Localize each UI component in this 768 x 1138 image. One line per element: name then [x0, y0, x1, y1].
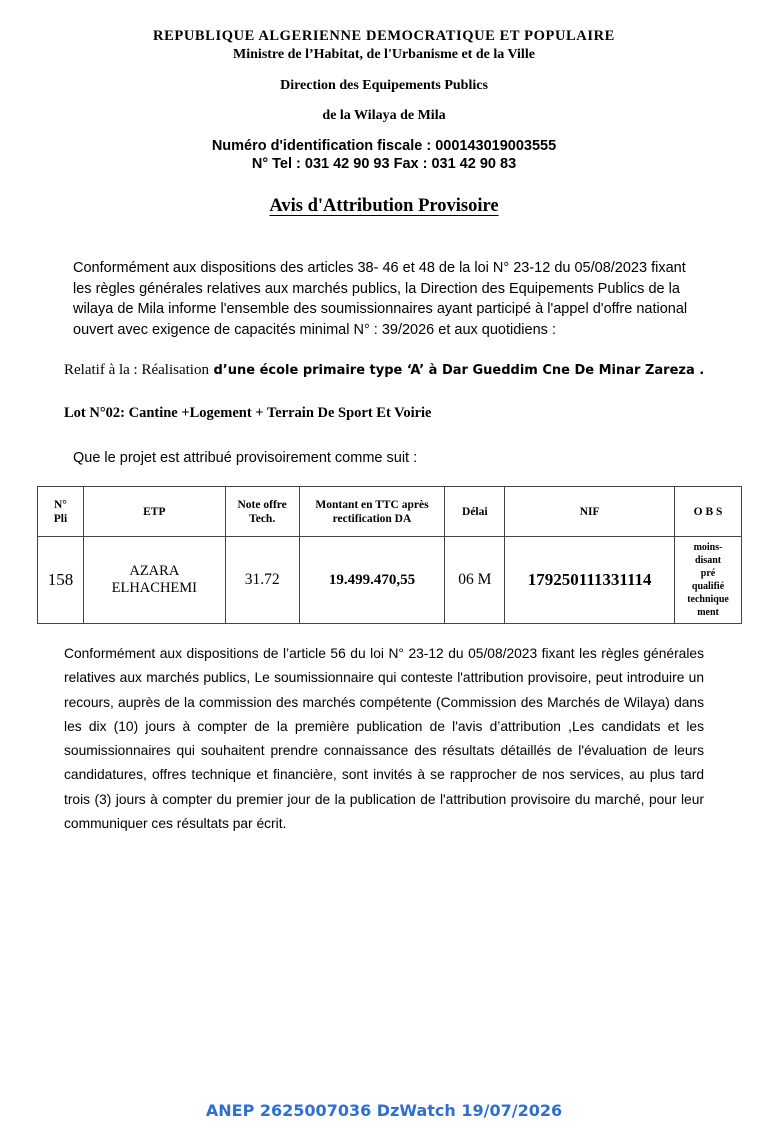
cell-etp: [83, 537, 225, 624]
obs-line: ment: [697, 607, 719, 618]
header-montant: [299, 487, 445, 537]
publication-footer: ANEP 2625007036 DzWatch 19/07/2026: [205, 1101, 563, 1120]
republic-heading: REPUBLIQUE ALGERIENNE DEMOCRATIQUE ET POPULAIRE: [153, 28, 615, 44]
intro-paragraph: Conformément aux dispositions des articles 38- 46 et 48 de la loi N° 23-12 du 05/08/2023 fixant les règles générales relatives aux marchés publics, la Direction des Equipements Publics de la wilaya de Mila informe l'ensemble des soumissionnaires ayant participé à l'appel d'offre national ouvert avec exigence de capacités minimal N° : 39/2026 et aux quotidiens :: [73, 260, 688, 338]
obs-line: technique: [687, 594, 729, 605]
header-note-line1: Note offre: [237, 498, 287, 511]
header-montant-line2: rectification DA: [332, 512, 412, 525]
obs-line: qualifié: [691, 581, 725, 592]
recours-paragraph: Conformément aux dispositions de l’article 56 du loi N° 23-12 du 05/08/2023 fixant les règles générales relatives aux marchés publics, Le soumissionnaire qui conteste l'attribution provisoire, peut introduire un recours, auprès de la commission des marchés compétente (Commission des Marchés de Wilaya) dans les dix (10) jours à compter de la première publication de l'avis d’attribution ,Les candidats et les soumissionnaires qui souhaitent prendre connaissance des résultats détaillés de l'évaluation de leurs candidatures, offres technique et financière, sont invités à se rapprocher de nos services, au plus tard trois (3) jours à compter du premier jour de la publication de l'attribution provisoire du marché, pour leur communiquer ces résultats par écrit.: [64, 646, 704, 832]
relatif-line: [64, 362, 754, 379]
notice-title-text: Avis d'Attribution Provisoire: [269, 196, 499, 216]
relatif-label: Relatif à la : Réalisation: [64, 362, 209, 378]
table-row: [38, 537, 742, 624]
direction-heading: Direction des Equipements Publics: [280, 78, 488, 93]
header-num-pli: [38, 487, 84, 537]
obs-line: pré: [700, 568, 716, 579]
obs-line: disant: [694, 555, 722, 566]
ministry-heading: Ministre de l’Habitat, de l'Urbanisme et de la Ville: [233, 47, 535, 62]
lot-line: Lot N°02: Cantine +Logement + Terrain De Sport Et Voirie: [64, 405, 432, 421]
header-nif: NIF: [505, 487, 675, 537]
cell-etp-line1: AZARA: [129, 563, 180, 579]
header-note-line2: Tech.: [249, 512, 276, 525]
cell-note: 31.72: [225, 537, 299, 624]
header-num-line1: N°: [54, 498, 67, 511]
header-montant-line1: Montant en TTC après: [315, 498, 429, 511]
cell-nif: 179250111331114: [505, 537, 675, 624]
cell-etp-line2: ELHACHEMI: [111, 580, 198, 596]
header-note: [225, 487, 299, 537]
header-delai: Délai: [445, 487, 505, 537]
obs-line: moins-: [693, 542, 723, 553]
cell-obs: [675, 537, 742, 624]
relatif-object: d’une école primaire type ‘A’ à Dar Gueddim Cne De Minar Zareza .: [208, 363, 705, 378]
attribution-intro: Que le projet est attribué provisoirement comme suit :: [73, 450, 418, 466]
header-num-line2: Pli: [53, 512, 68, 525]
header-etp: ETP: [83, 487, 225, 537]
notice-title: [0, 196, 768, 217]
header-obs: O B S: [675, 487, 742, 537]
cell-num-pli: 158: [38, 537, 84, 624]
wilaya-heading: de la Wilaya de Mila: [322, 108, 446, 123]
fiscal-id-line: Numéro d'identification fiscale : 000143019003555: [211, 138, 557, 154]
contact-line: N° Tel : 031 42 90 93 Fax : 031 42 90 83: [251, 156, 517, 172]
attribution-table: [37, 486, 742, 624]
cell-montant: 19.499.470,55: [299, 537, 445, 624]
table-header-row: [38, 487, 742, 537]
cell-delai: 06 M: [445, 537, 505, 624]
